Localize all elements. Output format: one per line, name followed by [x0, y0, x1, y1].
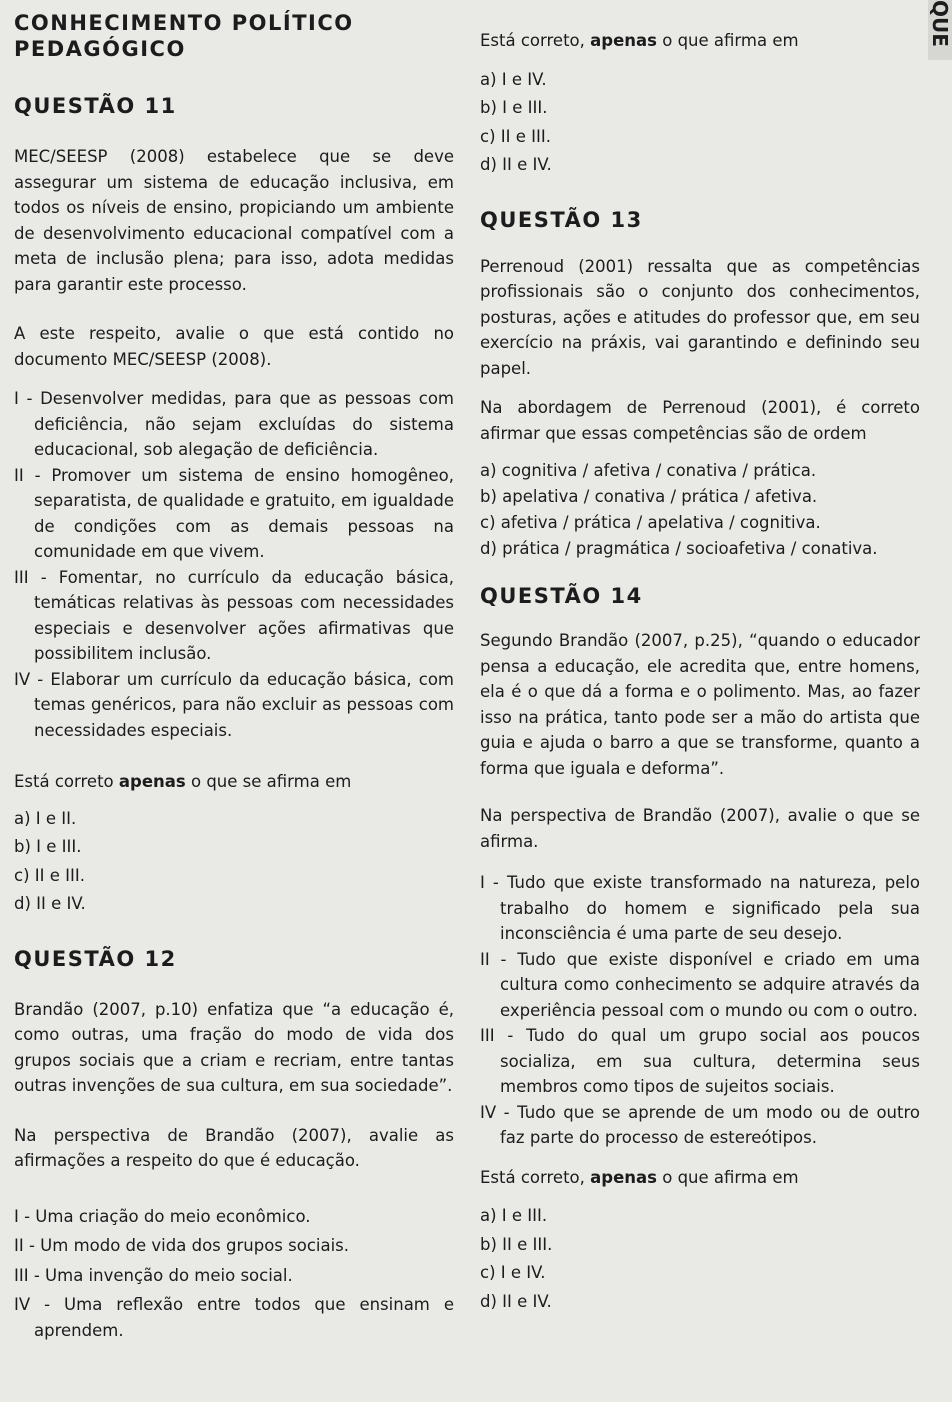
- question-14-items: [480, 870, 920, 1151]
- statement-item: III - Tudo do qual um grupo social aos poucos socializa, em sua cultura, determina seus membros como tipos de sujeitos sociais.: [480, 1026, 920, 1096]
- question-13-prompt: Na abordagem de Perrenoud (2001), é correto afirmar que essas competências são de ordem: [480, 398, 920, 443]
- answer-option[interactable]: d) II e IV.: [14, 894, 86, 913]
- statement-item: II - Promover um sistema de ensino homogêneo, separatista, de qualidade e gratuito, em igualdade de condições com as demais pessoas na comunidade em que vivem.: [14, 465, 454, 561]
- question-11-items: [14, 386, 454, 743]
- statement-item: III - Uma invenção do meio social.: [14, 1265, 293, 1285]
- question-11-intro: MEC/SEESP (2008) estabelece que se deve assegurar um sistema de educação inclusiva, em todos os níveis de ensino, propiciando um ambiente de desenvolvimento educacional compatível com a meta de inclusão plena; para isso, adota medidas para garantir este processo.: [14, 147, 454, 294]
- answer-option[interactable]: b) II e III.: [480, 1234, 553, 1254]
- question-14-options: [480, 1202, 920, 1316]
- question-13: [480, 208, 920, 563]
- answer-option[interactable]: c) II e III.: [14, 865, 85, 885]
- answer-option[interactable]: a) I e IV.: [480, 69, 547, 89]
- statement-item: IV - Elaborar um currículo da educação básica, com temas genéricos, para não excluir as pessoas com necessidades especiais.: [14, 669, 454, 740]
- question-11-title: QUESTÃO 11: [14, 94, 177, 118]
- question-12-title: QUESTÃO 12: [14, 946, 177, 971]
- question-14-prompt: Na perspectiva de Brandão (2007), avalie o que se afirma.: [480, 806, 920, 851]
- answer-option[interactable]: b) I e III.: [14, 837, 82, 856]
- statement-item: III - Fomentar, no currículo da educação básica, temáticas relativas às pessoas com necessidades especiais e desenvolver ações afirmativas que possibilitem inclusão.: [14, 567, 454, 663]
- answer-option[interactable]: b) I e III.: [480, 98, 548, 117]
- question-14-intro: Segundo Brandão (2007, p.25), “quando o educador pensa a educação, ele acredita que, entre homens, ela é o que dá a forma e o polimento. Mas, ao fazer isso na prática, tanto pode ser a mão do artista que guia e ajuda o barro a que se transforme, quanto a forma que iguala e deforma”.: [480, 631, 920, 778]
- question-12-options: [480, 66, 920, 180]
- edge-tag: QUE: [928, 0, 952, 60]
- question-12: [14, 947, 454, 1344]
- right-column: [480, 10, 920, 1316]
- question-12-answer-lead: Está correto, apenas o que afirma em: [480, 31, 799, 50]
- left-column: [14, 10, 454, 1343]
- statement-item: I - Desenvolver medidas, para que as pessoas com deficiência, não sejam excluídas do sistema educacional, sob alegação de deficiência.: [14, 389, 454, 459]
- answer-option[interactable]: c) afetiva / prática / apelativa / cognitiva.: [480, 513, 821, 532]
- answer-option[interactable]: c) I e IV.: [480, 1263, 546, 1282]
- question-11-prompt: A este respeito, avalie o que está contido no documento MEC/SEESP (2008).: [14, 324, 454, 369]
- statement-item: II - Um modo de vida dos grupos sociais.: [14, 1236, 350, 1255]
- question-14-answer-lead: Está correto, apenas o que afirma em: [480, 1167, 799, 1187]
- question-13-intro: Perrenoud (2001) ressalta que as competências profissionais são o conjunto dos conhecimentos, posturas, ações e atitudes do professor que, em seu exercício na práxis, vai garantindo e definindo seu papel.: [480, 256, 920, 378]
- section-header: [14, 10, 454, 62]
- question-13-title: QUESTÃO 13: [480, 207, 643, 232]
- answer-option[interactable]: a) I e II.: [14, 808, 77, 828]
- answer-option[interactable]: a) I e III.: [480, 1206, 548, 1225]
- answer-option[interactable]: b) apelativa / conativa / prática / afetiva.: [480, 487, 818, 506]
- answer-option[interactable]: d) II e IV.: [480, 1291, 552, 1311]
- header-line-1: CONHECIMENTO POLÍTICO: [14, 11, 354, 35]
- statement-item: IV - Uma reflexão entre todos que ensinam e aprendem.: [14, 1295, 454, 1340]
- question-12-items: [14, 1204, 454, 1344]
- question-12-intro: Brandão (2007, p.10) enfatiza que “a educação é, como outras, uma fração do modo de vida dos grupos sociais que a criam e recriam, entre tantas outras invenções de sua cultura, em sua sociedade”.: [14, 999, 454, 1095]
- answer-option[interactable]: a) cognitiva / afetiva / conativa / prática.: [480, 461, 817, 480]
- answer-option[interactable]: c) II e III.: [480, 126, 551, 146]
- header-line-2: PEDAGÓGICO: [14, 37, 186, 61]
- question-14: [480, 584, 920, 1316]
- statement-item: IV - Tudo que se aprende de um modo ou de outro faz parte do processo de estereótipos.: [480, 1102, 920, 1147]
- statement-item: II - Tudo que existe disponível e criado em uma cultura como conhecimento se adquire através da experiência pessoal com o mundo ou com o outro.: [480, 949, 920, 1020]
- question-11-answer-lead: Está correto apenas o que se afirma em: [14, 772, 352, 791]
- question-11: [14, 94, 454, 919]
- question-14-title: QUESTÃO 14: [480, 584, 643, 608]
- statement-item: I - Tudo que existe transformado na natureza, pelo trabalho do homem e significado pela sua inconsciência é uma parte de seu desejo.: [480, 873, 920, 943]
- statement-item: I - Uma criação do meio econômico.: [14, 1206, 311, 1226]
- question-11-options: [14, 805, 454, 919]
- question-12-prompt: Na perspectiva de Brandão (2007), avalie as afirmações a respeito do que é educação.: [14, 1125, 454, 1170]
- question-12-continued: [480, 28, 920, 180]
- answer-option[interactable]: d) prática / pragmática / socioafetiva / conativa.: [480, 539, 878, 558]
- answer-option[interactable]: d) II e IV.: [480, 155, 552, 174]
- question-13-options: [480, 458, 920, 562]
